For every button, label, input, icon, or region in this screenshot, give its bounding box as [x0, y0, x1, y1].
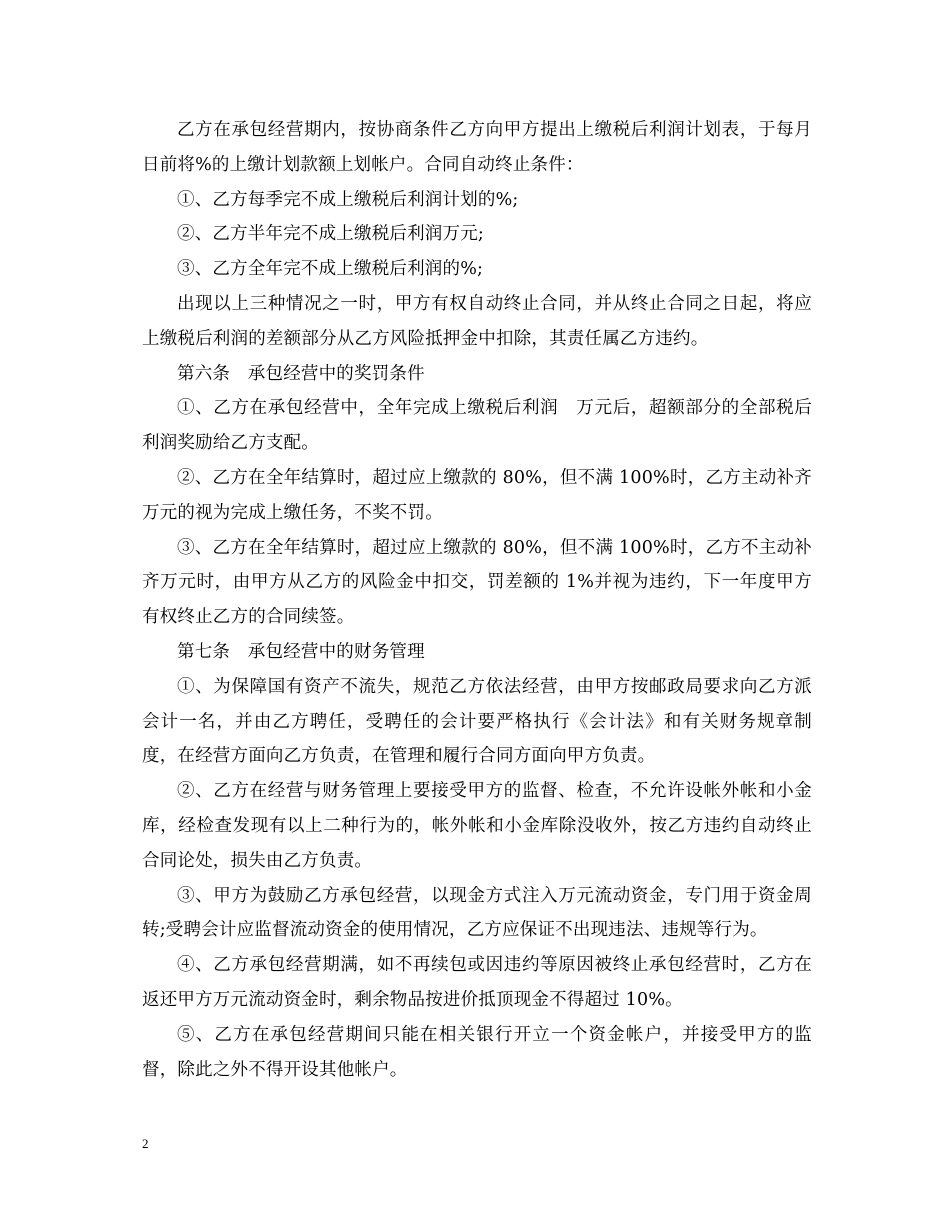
paragraph-finance-clause-3: ③、甲方为鼓励乙方承包经营，以现金方式注入万元流动资金，专门用于资金周转;受聘会计应监督流动资金的使用情况，乙方应保证不出现违法、违规等行为。	[142, 885, 812, 941]
paragraph-reward-clause-1: ①、乙方在承包经营中，全年完成上缴税后利润 万元后，超额部分的全部税后利润奖励给乙方支配。	[142, 398, 812, 454]
section-heading-article-6: 第六条 承包经营中的奖罚条件	[177, 363, 425, 384]
section-heading-article-7: 第七条 承包经营中的财务管理	[177, 641, 425, 662]
paragraph-reward-clause-3: ③、乙方在全年结算时，超过应上缴款的 80%，但不满 100%时，乙方不主动补齐万元时，由甲方从乙方的风险金中扣交，罚差额的 1%并视为违约，下一年度甲方有权终止乙方的合同续签。	[142, 537, 812, 628]
paragraph-condition-half-year: ②、乙方半年完不成上缴税后利润万元;	[177, 224, 484, 245]
paragraph-reward-clause-2: ②、乙方在全年结算时，超过应上缴款的 80%，但不满 100%时，乙方主动补齐万元的视为完成上缴任务，不奖不罚。	[142, 467, 812, 523]
paragraph-finance-clause-4: ④、乙方承包经营期满，如不再续包或因违约等原因被终止承包经营时，乙方在返还甲方万元流动资金时，剩余物品按进价抵顶现金不得超过 10%。	[142, 955, 812, 1010]
paragraph-condition-quarterly: ①、乙方每季完不成上缴税后利润计划的%;	[177, 189, 519, 210]
paragraph-finance-clause-2: ②、乙方在经营与财务管理上要接受甲方的监督、检查，不允许设帐外帐和小金库，经检查发现有以上二种行为的，帐外帐和小金库除没收外，按乙方违约自动终止合同论处，损失由乙方负责。	[142, 781, 812, 871]
paragraph-profit-plan: 乙方在承包经营期内，按协商条件乙方向甲方提出上缴税后利润计划表，于每月日前将%的上缴计划款额上划帐户。合同自动终止条件：	[142, 120, 812, 175]
paragraph-termination-effect: 出现以上三种情况之一时，甲方有权自动终止合同，并从终止合同之日起，将应上缴税后利润的差额部分从乙方风险抵押金中扣除，其责任属乙方违约。	[142, 293, 812, 349]
document-body	[142, 113, 812, 1087]
paragraph-finance-clause-1: ①、为保障国有资产不流失，规范乙方依法经营，由甲方按邮政局要求向乙方派会计一名，并由乙方聘任，受聘任的会计要严格执行《会计法》和有关财务规章制度，在经营方面向乙方负责，在管理和履行合同方面向甲方负责。	[142, 676, 812, 767]
page-number: 2	[142, 1136, 149, 1151]
paragraph-finance-clause-5: ⑤、乙方在承包经营期间只能在相关银行开立一个资金帐户，并接受甲方的监督，除此之外不得开设其他帐户。	[142, 1024, 812, 1080]
paragraph-condition-full-year: ③、乙方全年完不成上缴税后利润的%;	[177, 259, 484, 280]
